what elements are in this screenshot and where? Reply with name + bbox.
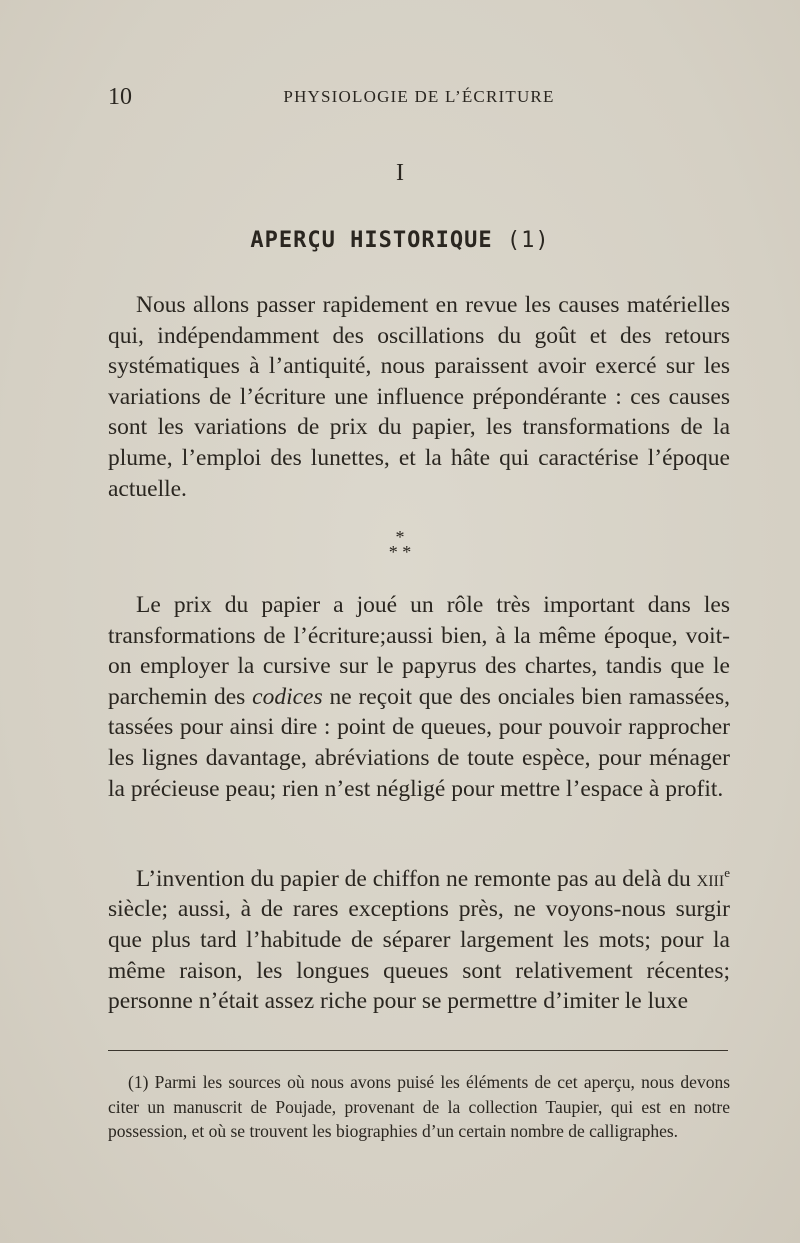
running-head (108, 84, 730, 114)
footnote-text: Parmi les sources où nous avons puisé les éléments de cet aperçu, nous devons citer un manuscrit de Poujade, provenant de la collection Taupier, qui est en notre possession, et où se trouvent les biographies d’un certain nombre de calligraphes. (108, 1072, 731, 1141)
asterism-bottom: * * (388, 542, 412, 562)
footnote-divider (108, 1050, 728, 1051)
paragraph-2-italic-term: codices (252, 683, 323, 710)
footnote-reference[interactable]: (1) (506, 228, 550, 253)
section-title-text: APERÇU HISTORIQUE (250, 228, 493, 253)
paragraph-3-text-b: siècle; aussi, à de rares exceptions près, ne voyons-nous surgir que plus tard l’habitude de séparer largement les mots; pour la même raison, les longues queues sont relativement récentes; personne n’était assez riche pour se permettre d’imiter le luxe (108, 896, 730, 1015)
section-title (0, 228, 800, 253)
century-numeral: xiii (696, 865, 725, 892)
footnote (108, 1070, 730, 1144)
page-number: 10 (108, 84, 132, 110)
paragraph-2-text-b: ne reçoit que des onciales bien ramassées, tassées pour ainsi dire : point de queues, pour pouvoir rapprocher les lignes davantage, abréviations de toute espèce, pour ménager la précieuse peau; rien n’est négligé pour mettre l’espace à profit. (108, 683, 730, 802)
footnote-marker: (1) (128, 1072, 149, 1092)
century-superscript: e (724, 865, 730, 880)
asterism-top: * (395, 527, 405, 547)
paragraph-3-text-a: L’invention du papier de chiffon ne remonte pas au delà du (136, 865, 697, 892)
paragraph-3 (108, 858, 730, 1017)
section-number: I (396, 160, 404, 186)
paragraph-2 (108, 590, 730, 804)
running-title: PHYSIOLOGIE DE L’ÉCRITURE (283, 87, 555, 106)
paragraph-2-text-a: Le prix du papier a joué un rôle très important dans les transformations de l’écriture;aussi bien, à la même époque, voit-on employer la cursive sur le papyrus des chartes, tandis que le parchemin des (108, 592, 730, 710)
paragraph-1: Nous allons passer rapidement en revue les causes matérielles qui, indépendamment des oscillations du goût et des retours systématiques à l’antiquité, nous paraissent avoir exercé sur les variations de l’écriture une influence prépondérante : ces causes sont les variations de prix du papier, les transformations de la plume, l’emploi des lunettes, et la hâte qui caractérise l’époque actuelle. (108, 292, 730, 502)
asterism-separator (0, 527, 800, 562)
